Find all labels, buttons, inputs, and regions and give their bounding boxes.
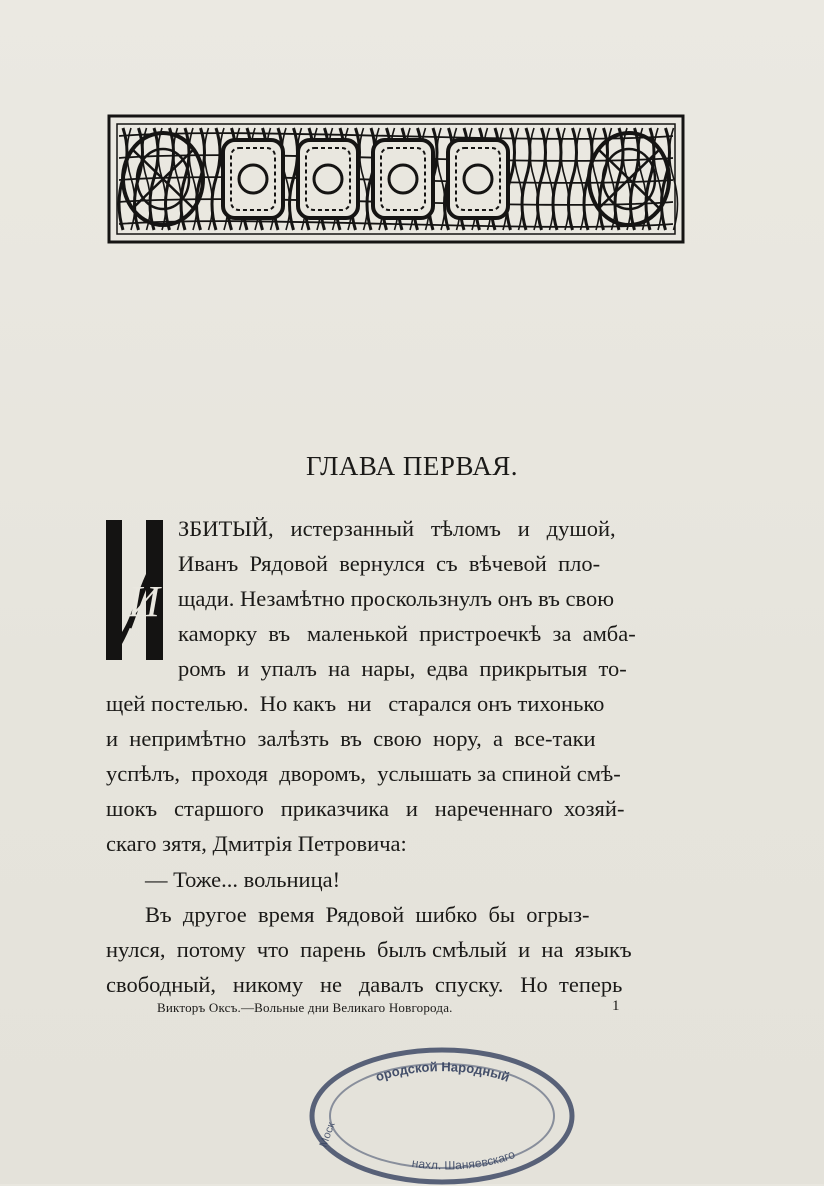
stamp-arc-top: ородской Народный [373,1059,512,1085]
text-line: шокъ старшого приказчика и нареченнаго хозяй- [106,796,625,821]
drop-cap-letter: И [128,577,160,626]
text-line: ЗБИТЫЙ, истерзанный тѣломъ и душой, [178,516,616,541]
text-line: — Тоже... вольница! [145,867,341,892]
stamp-left-arc: Моск [317,1120,338,1150]
text-line: щади. Незамѣтно проскользнулъ онъ въ свою [178,586,615,611]
stamp-arc-bottom: нахл. Шаняевскаго [410,1147,518,1173]
text-line: Въ другое время Рядовой шибко бы огрыз- [145,902,590,927]
svg-text:нахл. Шаняевскаго [411,1147,517,1172]
svg-text:ородской Народный [374,1059,512,1085]
text-line: скаго зятя, Дмитрія Петровича: [106,831,407,856]
text-line: щей постелью. Но какъ ни старался онъ тихонько [106,691,605,716]
text-line: ромъ и упалъ на нары, едва прикрытыя то- [178,656,627,681]
text-line: и непримѣтно залѣзть въ свою нору, а все-таки [106,726,596,751]
signature-number: 1 [612,998,620,1014]
chapter-title: ГЛАВА ПЕРВАЯ. [305,451,519,481]
text-line: свободный, никому не давалъ спуску. Но теперь [106,972,623,997]
text-line: Иванъ Рядовой вернулся съ вѣчевой пло- [178,551,601,576]
drop-cap-initial [106,520,164,660]
library-stamp [302,1036,580,1186]
text-line: успѣлъ, проходя дворомъ, услышать за спиной смѣ- [106,761,621,786]
running-footer-title: Викторъ Оксъ.—Вольные дни Великаго Новгорода. [157,1000,453,1015]
text-line: нулся, потому что парень былъ смѣлый и на языкъ [106,937,632,962]
knotwork-headpiece [103,110,689,248]
text-line: каморку въ маленькой пристроечкѣ за амба- [178,621,636,646]
